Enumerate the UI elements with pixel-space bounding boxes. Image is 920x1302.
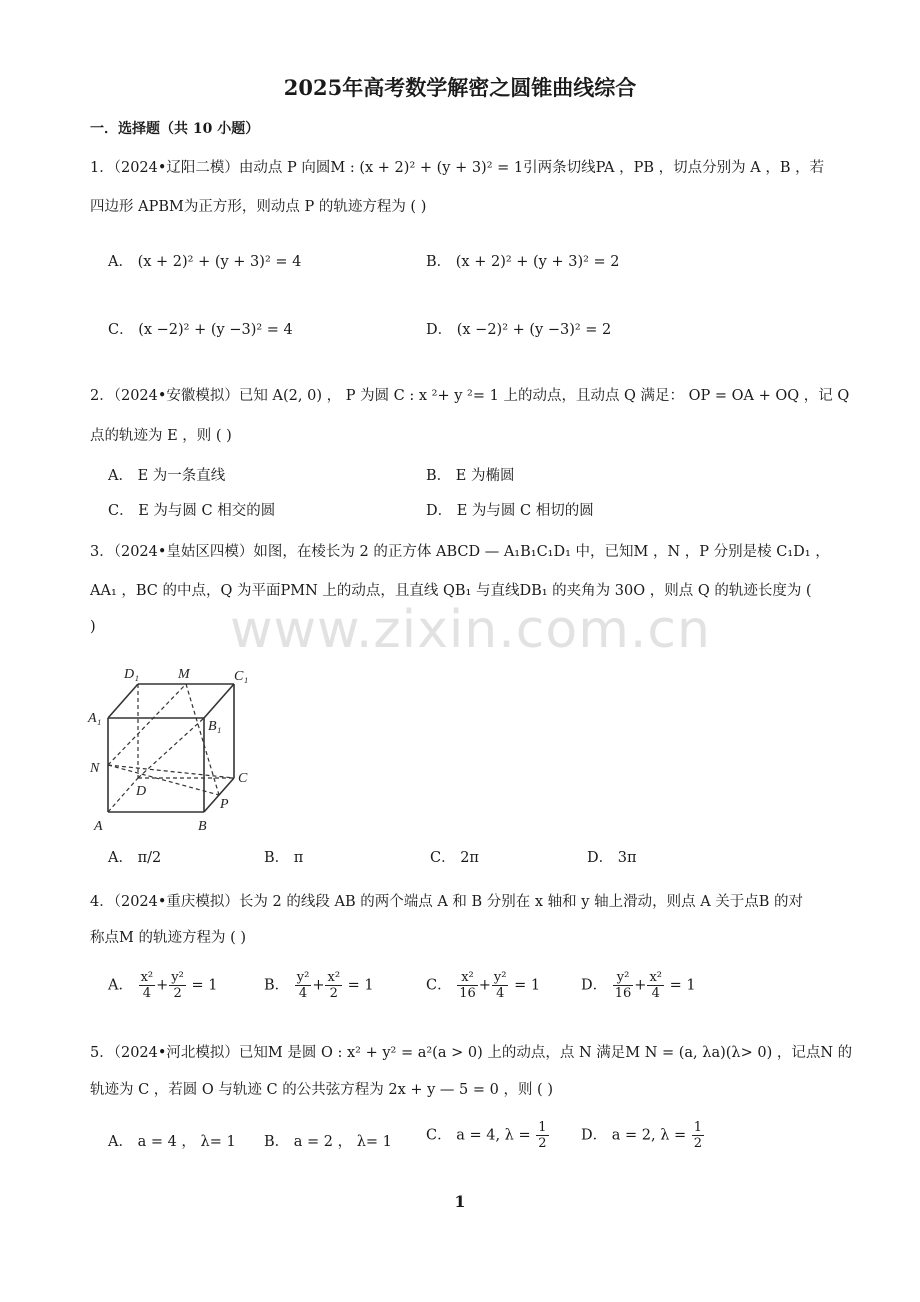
q4-option-b[interactable]: B． $\frac{\text{y²}}{4}$ + $\frac{\text{x²}}{2}$ = 1 [264,970,374,1001]
q3-stem-line1: 3．（2024•皇姑区四模）如图，在棱长为 2 的正方体 ABCD — A₁B₁C₁D₁ 中，已知M ，N ，P 分别是棱 C₁D₁ ， [90,544,830,560]
q1-option-a[interactable]: A． (x + 2)² + (y + 3)² = 4 [108,254,302,270]
edge-a1d1 [108,684,138,718]
frac-num: x² [457,970,478,986]
rhs: = 1 [347,977,374,994]
frac-num: 1 [693,1120,703,1135]
cube-figure [86,660,266,835]
q4-option-d[interactable]: D． $\frac{\text{y²}}{16}$ + $\frac{\text{x²}}{4}$ = 1 [581,970,696,1001]
label-n: N [90,761,100,776]
seg-db1 [138,718,204,778]
frac-num: 1 [538,1120,547,1135]
q1-stem-line1: 1．（2024•辽阳二模）由动点 P 向圆M : (x + 2)² + (y + 3)² = 1引两条切线PA ，PB ，切点分别为 A ，B ，若 [90,160,825,176]
q1-stem-line2: 四边形 APBM为正方形，则动点 P 的轨迹方程为 ( ) [90,199,427,215]
label-b: B [198,819,207,834]
q5-option-d[interactable] [581,1120,705,1151]
frac-den: 2 [173,986,182,1001]
frac-num: x² [649,970,662,985]
label-m: M [178,667,190,682]
frac-den: 2 [538,1136,547,1151]
q4-stem-line1: 4．（2024•重庆模拟）长为 2 的线段 AB 的两个端点 A 和 B 分别在 x 轴和 y 轴上滑动，则点 A 关于点B 的对 [90,894,804,910]
q5-option-b[interactable]: B． a = 2 ， λ= 1 [264,1134,392,1150]
q4-option-a[interactable]: A． $\frac{\text{x²}}{4}$ + $\frac{\text{y²}}{2}$ = 1 [108,970,218,1001]
seg-np [108,765,219,795]
frac-den: 4 [496,986,505,1001]
page-title: 2025年高考数学解密之圆锥曲线综合 [283,75,637,100]
frac-den: 2 [693,1136,703,1151]
q2-option-d[interactable]: D． E 为与圆 C 相切的圆 [426,503,594,519]
frac-num: x² [140,970,154,985]
label-p: P [220,797,229,812]
label-d: D [136,784,147,799]
q3-option-a[interactable]: A． π/2 [108,850,162,866]
q4-option-b-label: B． [264,977,290,994]
frac-num: y² [296,970,310,985]
q5-option-c-label: C． a = 4, λ = [426,1127,536,1144]
q4-option-a-label: A． [108,977,133,994]
q2-option-c[interactable]: C． E 为与圆 C 相交的圆 [108,503,276,519]
rhs: = 1 [514,977,541,994]
q1-option-b[interactable]: B． (x + 2)² + (y + 3)² = 2 [426,254,620,270]
q4-option-c-label: C． [426,977,452,994]
edge-ad [108,778,138,812]
label-c: C [238,771,248,786]
frac-den: 2 [329,986,338,1001]
label-c1: C₁ [234,669,249,684]
q2-option-b[interactable]: B． E 为椭圆 [426,468,515,484]
q3-stem-line3: ) [90,619,96,635]
frac-den: 16 [614,986,632,1001]
seg-nc [108,765,234,778]
label-d1: D₁ [124,667,139,682]
q2-stem-line1: 2．（2024•安徽模拟）已知 A(2, 0) ， P 为圆 C : x ²+ y ²= 1 上的动点，且动点 Q 满足： OP = OA + OQ ，记 Q [90,388,850,404]
edge-b1c1 [204,684,234,718]
page-number: 1 [454,1192,466,1211]
frac-num: y² [171,970,184,985]
watermark: www.zixin.com.cn [230,600,711,660]
frac-den: 4 [651,986,660,1001]
rhs: = 1 [669,977,696,994]
rhs: = 1 [191,977,218,994]
label-b1: B₁ [208,719,222,734]
q5-option-c[interactable] [426,1120,550,1151]
label-a1: A₁ [88,711,102,726]
frac-num: y² [493,970,507,985]
q4-option-d-label: D． [581,977,608,994]
q3-option-c[interactable]: C． 2π [430,850,479,866]
q5-option-a[interactable]: A． a = 4 ， λ= 1 [108,1134,236,1150]
section-heading: 一．选择题（共 10 小题） [90,121,260,137]
q5-stem-line1: 5．（2024•河北模拟）已知M 是圆 O : x² + y² = a²(a > 0) 上的动点，点 N 满足M N = (a, λa)(λ> 0) ，记点N 的 [90,1045,853,1061]
q5-option-d-label: D． a = 2, λ = [581,1127,691,1144]
q3-option-b[interactable]: B． π [264,850,304,866]
q4-stem-line2: 称点M 的轨迹方程为 ( ) [90,930,246,946]
q1-option-d[interactable]: D． (x −2)² + (y −3)² = 2 [426,322,612,338]
frac-den: 4 [298,986,308,1001]
frac-num: y² [613,970,634,986]
q3-option-d[interactable]: D． 3π [587,850,637,866]
q3-stem-line2: AA₁ ，BC 的中点，Q 为平面PMN 上的动点，且直线 QB₁ 与直线DB₁ 的夹角为 30O ，则点 Q 的轨迹长度为 ( [90,583,812,599]
label-a: A [94,819,103,834]
frac-den: 4 [142,986,151,1001]
q4-option-c[interactable]: C． $\frac{\text{x²}}{16}$ + $\frac{\text{y²}}{4}$ = 1 [426,970,541,1001]
q2-stem-line2: 点的轨迹为 E ，则 ( ) [90,428,232,444]
frac-den: 16 [459,986,476,1001]
q1-option-c[interactable]: C． (x −2)² + (y −3)² = 4 [108,322,293,338]
q5-stem-line2: 轨迹为 C ，若圆 O 与轨迹 C 的公共弦方程为 2x + y — 5 = 0 ，则 ( ) [90,1082,553,1098]
seg-nm [108,684,186,765]
q2-option-a[interactable]: A． E 为一条直线 [108,468,226,484]
frac-num: x² [327,970,341,985]
